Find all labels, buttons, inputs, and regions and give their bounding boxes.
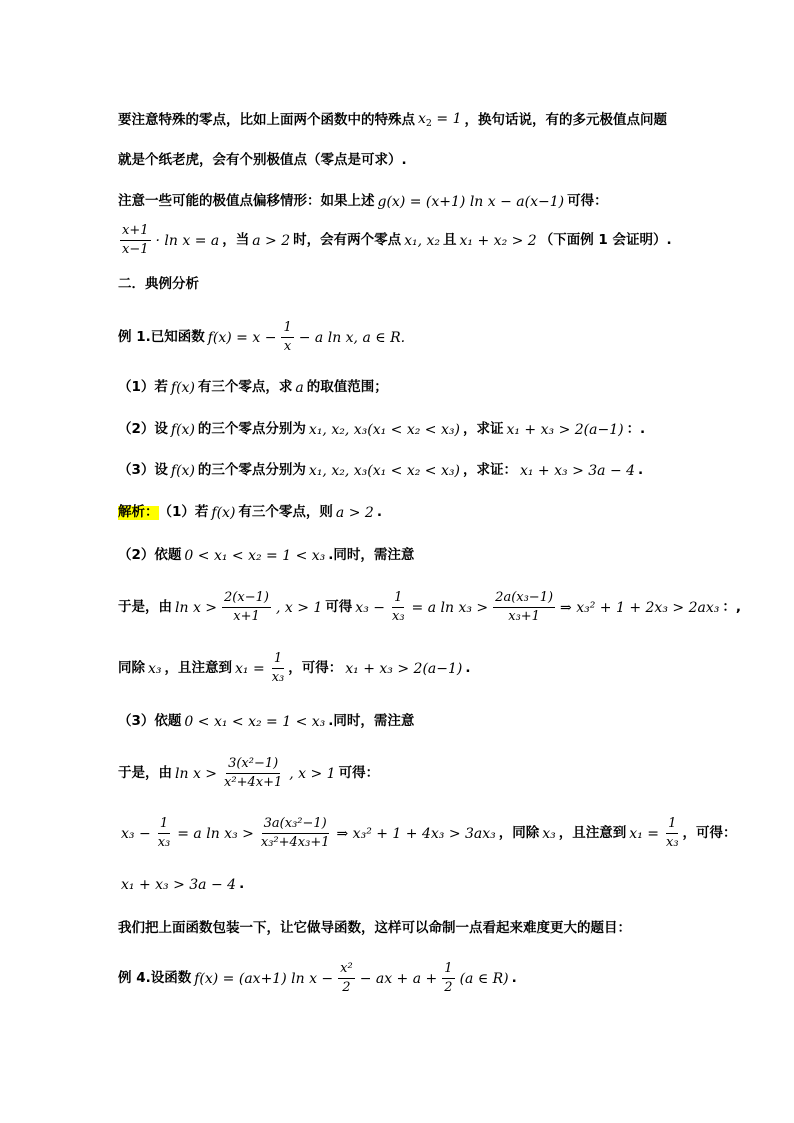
solution-1: 解析： （1）若 f(x) 有三个零点，则 a > 2 . (118, 504, 382, 521)
example-4-statement: 例 4.设函数 f(x) = (ax+1) ln x − $\frac{\text{x²}}{2}$ − ax + a + $\frac{1}{2}$ (a ∈ R) . (118, 961, 517, 996)
para-wrap-function: 我们把上面函数包装一下，让它做导函数，这样可以命制一点看起来难度更大的题目： (118, 920, 631, 936)
fraction: $\frac{1}{\text{x₃}}$ (666, 816, 679, 851)
solution-2-derivation: 于是，由 ln x > $\frac{2(x-1)}{x+1}$ , x > 1 可得 x₃ − $\frac{1}{\text{x₃}}$ = a ln x₃ > $\frac{\text{2a(x₃−1)}}{\text{x₃+1}}$ ⇒ x₃² + 1 + 2x₃ > 2ax₃ ：, (118, 590, 741, 625)
section-heading: 二．典例分析 (118, 276, 199, 292)
question-2: （2）设 f(x) 的三个零点分别为 x₁, x₂, x₃(x₁ < x₂ < x₃) ，求证 x₁ + x₃ > 2(a−1) ：. (118, 421, 646, 438)
fraction: $\frac{2(x-1)}{x+1}$ (224, 590, 269, 625)
example-1-statement: 例 1.已知函数 f(x) = x − $\frac{1}{x}$ − a ln x, a ∈ R. (118, 320, 406, 355)
para-two-zeros: $\frac{x+1}{x-1}$ · ln x = a ，当 a > 2 时，会有两个零点 x₁, x₂ 且 x₁ + x₂ > 2 （下面例 1 会证明）. (122, 223, 672, 258)
fraction: $\frac{\text{2a(x₃−1)}}{\text{x₃+1}}$ (495, 590, 554, 625)
fraction: $\frac{1}{\text{x₃}}$ (157, 816, 171, 851)
solution-3-result: x₁ + x₃ > 3a − 4 . (121, 876, 245, 893)
fraction: $\frac{x+1}{x-1}$ (122, 223, 149, 258)
fraction: $\frac{\text{3a(x₃²−1)}}{\text{x₃²+4x₃+1}}$ (260, 816, 330, 851)
fraction: $\frac{1}{2}$ (444, 961, 453, 996)
para-paper-tiger: 就是个纸老虎，会有个别极值点（零点是可求）. (118, 152, 407, 168)
fraction: $\frac{1}{\text{x₃}}$ (271, 651, 285, 686)
question-1: （1）若 f(x) 有三个零点，求 a 的取值范围； (118, 379, 388, 396)
fraction: $\frac{1}{x}$ (283, 320, 292, 355)
para-possible-shift: 注意一些可能的极值点偏移情形：如果上述 g(x) = (x+1) ln x − a(x−1) 可得： (118, 193, 608, 210)
question-3: （3）设 f(x) 的三个零点分别为 x₁, x₂, x₃(x₁ < x₂ < x₃) ，求证： x₁ + x₃ > 3a − 4 . (118, 462, 644, 479)
solution-3-inequality: x₃ − $\frac{1}{\text{x₃}}$ = a ln x₃ > $\frac{\text{3a(x₃²−1)}}{\text{x₃²+4x₃+1}}$ ⇒ x₃² + 1 + 4x₃ > 3ax₃ ，同除 x₃ ，且注意到 x₁ = $\frac{1}{\text{x₃}}$ ，可得： (121, 816, 737, 851)
para-special-zero: 要注意特殊的零点，比如上面两个函数中的特殊点 $x_2 = 1$ ，换句话说，有的多元极值点问题 (118, 111, 667, 129)
solution-2-result: 同除 x₃ ，且注意到 x₁ = $\frac{1}{\text{x₃}}$ ，可得： x₁ + x₃ > 2(a−1) . (118, 651, 471, 686)
fraction: $\frac{1}{\text{x₃}}$ (392, 590, 405, 625)
solution-3-intro: （3）依题 0 < x₁ < x₂ = 1 < x₃ .同时，需注意 (118, 713, 415, 730)
fraction: $\frac{\text{3(x²−1)}}{\text{x²+4x+1}}$ (224, 756, 283, 791)
solution-3-derivation: 于是，由 ln x > $\frac{\text{3(x²−1)}}{\text{x²+4x+1}}$ , x > 1 可得： (118, 756, 380, 791)
solution-label: 解析： (118, 504, 159, 521)
fraction: $\frac{\text{x²}}{2}$ (340, 961, 353, 996)
solution-2-intro: （2）依题 0 < x₁ < x₂ = 1 < x₃ .同时，需注意 (118, 547, 415, 564)
